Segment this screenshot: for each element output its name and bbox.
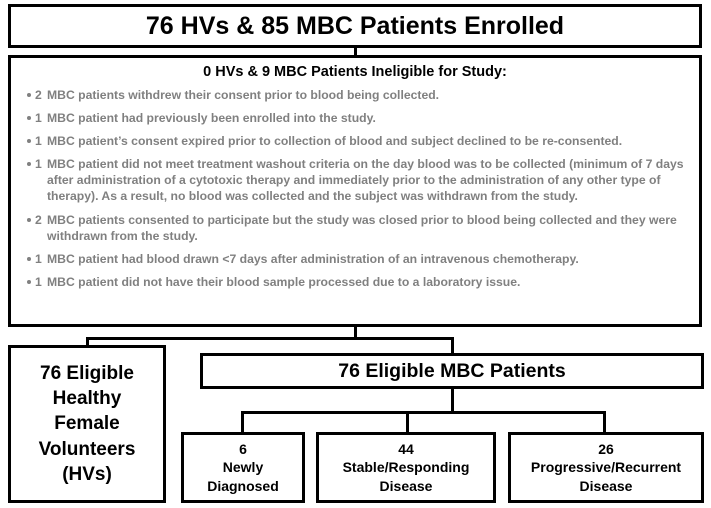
eligible-hv-box <box>8 345 166 503</box>
connector-ineligible-down <box>354 327 357 337</box>
subgroup-box-stable-responding <box>316 432 496 503</box>
reason-count: 1 <box>35 274 42 289</box>
subgroup-count: 26 <box>598 441 614 458</box>
subgroup-box-newly-diagnosed <box>181 432 305 503</box>
connector-to-mbc-box <box>451 337 454 354</box>
connector-to-subgroup-1 <box>241 411 244 433</box>
hv-line-2: Healthy <box>52 388 122 410</box>
reason-count: 1 <box>35 157 42 172</box>
list-item <box>21 87 689 103</box>
hv-line-4: Volunteers <box>38 438 136 460</box>
ineligible-box <box>8 55 702 327</box>
reason-text: MBC patient’s consent expired prior to collection of blood and subject declined to be re-consented. <box>47 134 623 149</box>
bullet-dot-icon <box>27 280 31 284</box>
reason-text: MBC patient had previously been enrolled into the study. <box>47 111 376 126</box>
subgroup-label-line-1: Progressive/Recurrent <box>530 459 682 476</box>
connector-to-subgroup-3 <box>603 411 606 433</box>
eligible-mbc-title: 76 Eligible MBC Patients <box>338 359 566 382</box>
bullet-dot-icon <box>27 93 31 97</box>
subgroup-count: 6 <box>239 441 247 458</box>
bullet-dot-icon <box>27 116 31 120</box>
subgroup-count: 44 <box>398 441 414 458</box>
connector-to-subgroup-2 <box>406 411 409 433</box>
reason-text: MBC patients consented to participate but the study was closed prior to blood being collected and they were withdrawn from the study. <box>47 212 677 243</box>
list-item <box>21 156 689 204</box>
eligible-hv-text <box>39 361 136 486</box>
subgroup-label-line-1: Newly <box>222 459 264 476</box>
reason-count: 1 <box>35 134 42 149</box>
subgroup-label-line-2: Disease <box>579 477 633 494</box>
bullet-dot-icon <box>27 257 31 261</box>
reason-text: MBC patient did not have their blood sample processed due to a laboratory issue. <box>47 274 521 289</box>
reason-text: MBC patient had blood drawn <7 days after administration of an intravenous chemotherapy. <box>47 251 579 266</box>
subgroup-label-line-1: Stable/Responding <box>342 459 470 476</box>
list-item <box>21 274 689 290</box>
bullet-dot-icon <box>27 139 31 143</box>
reason-count: 2 <box>35 212 42 227</box>
list-item <box>21 110 689 126</box>
reason-count: 1 <box>35 111 42 126</box>
list-item <box>21 251 689 267</box>
hv-line-1: 76 Eligible <box>40 363 134 385</box>
bullet-dot-icon <box>27 162 31 166</box>
ineligible-reasons-list <box>21 87 689 290</box>
hv-line-5: (HVs) <box>62 463 112 485</box>
hv-line-3: Female <box>54 413 120 435</box>
bullet-dot-icon <box>27 218 31 222</box>
subgroup-label-line-2: Disease <box>379 477 433 494</box>
enrolled-box <box>8 4 702 48</box>
connector-split-horizontal <box>86 337 454 340</box>
list-item <box>21 133 689 149</box>
enrolled-title: 76 HVs & 85 MBC Patients Enrolled <box>145 11 565 40</box>
reason-text: MBC patient did not meet treatment washout criteria on the day blood was to be collected (minimum of 7 days after administration of a cytotoxic therapy and immediately prior to the administration of any other type of therapy). As a result, no blood was collected and the subject was withdrawn from the study. <box>47 157 684 204</box>
eligible-mbc-box <box>200 353 704 389</box>
ineligible-title: 0 HVs & 9 MBC Patients Ineligible for Study: <box>203 64 507 80</box>
reason-count: 1 <box>35 251 42 266</box>
connector-mbc-down <box>451 389 454 411</box>
subgroup-label-line-2: Diagnosed <box>207 477 279 494</box>
reason-count: 2 <box>35 88 42 102</box>
connector-subgroup-horizontal <box>241 411 606 414</box>
subgroup-box-progressive-recurrent <box>508 432 704 503</box>
list-item <box>21 212 689 244</box>
reason-text: MBC patients withdrew their consent prior to blood being collected. <box>47 88 440 102</box>
